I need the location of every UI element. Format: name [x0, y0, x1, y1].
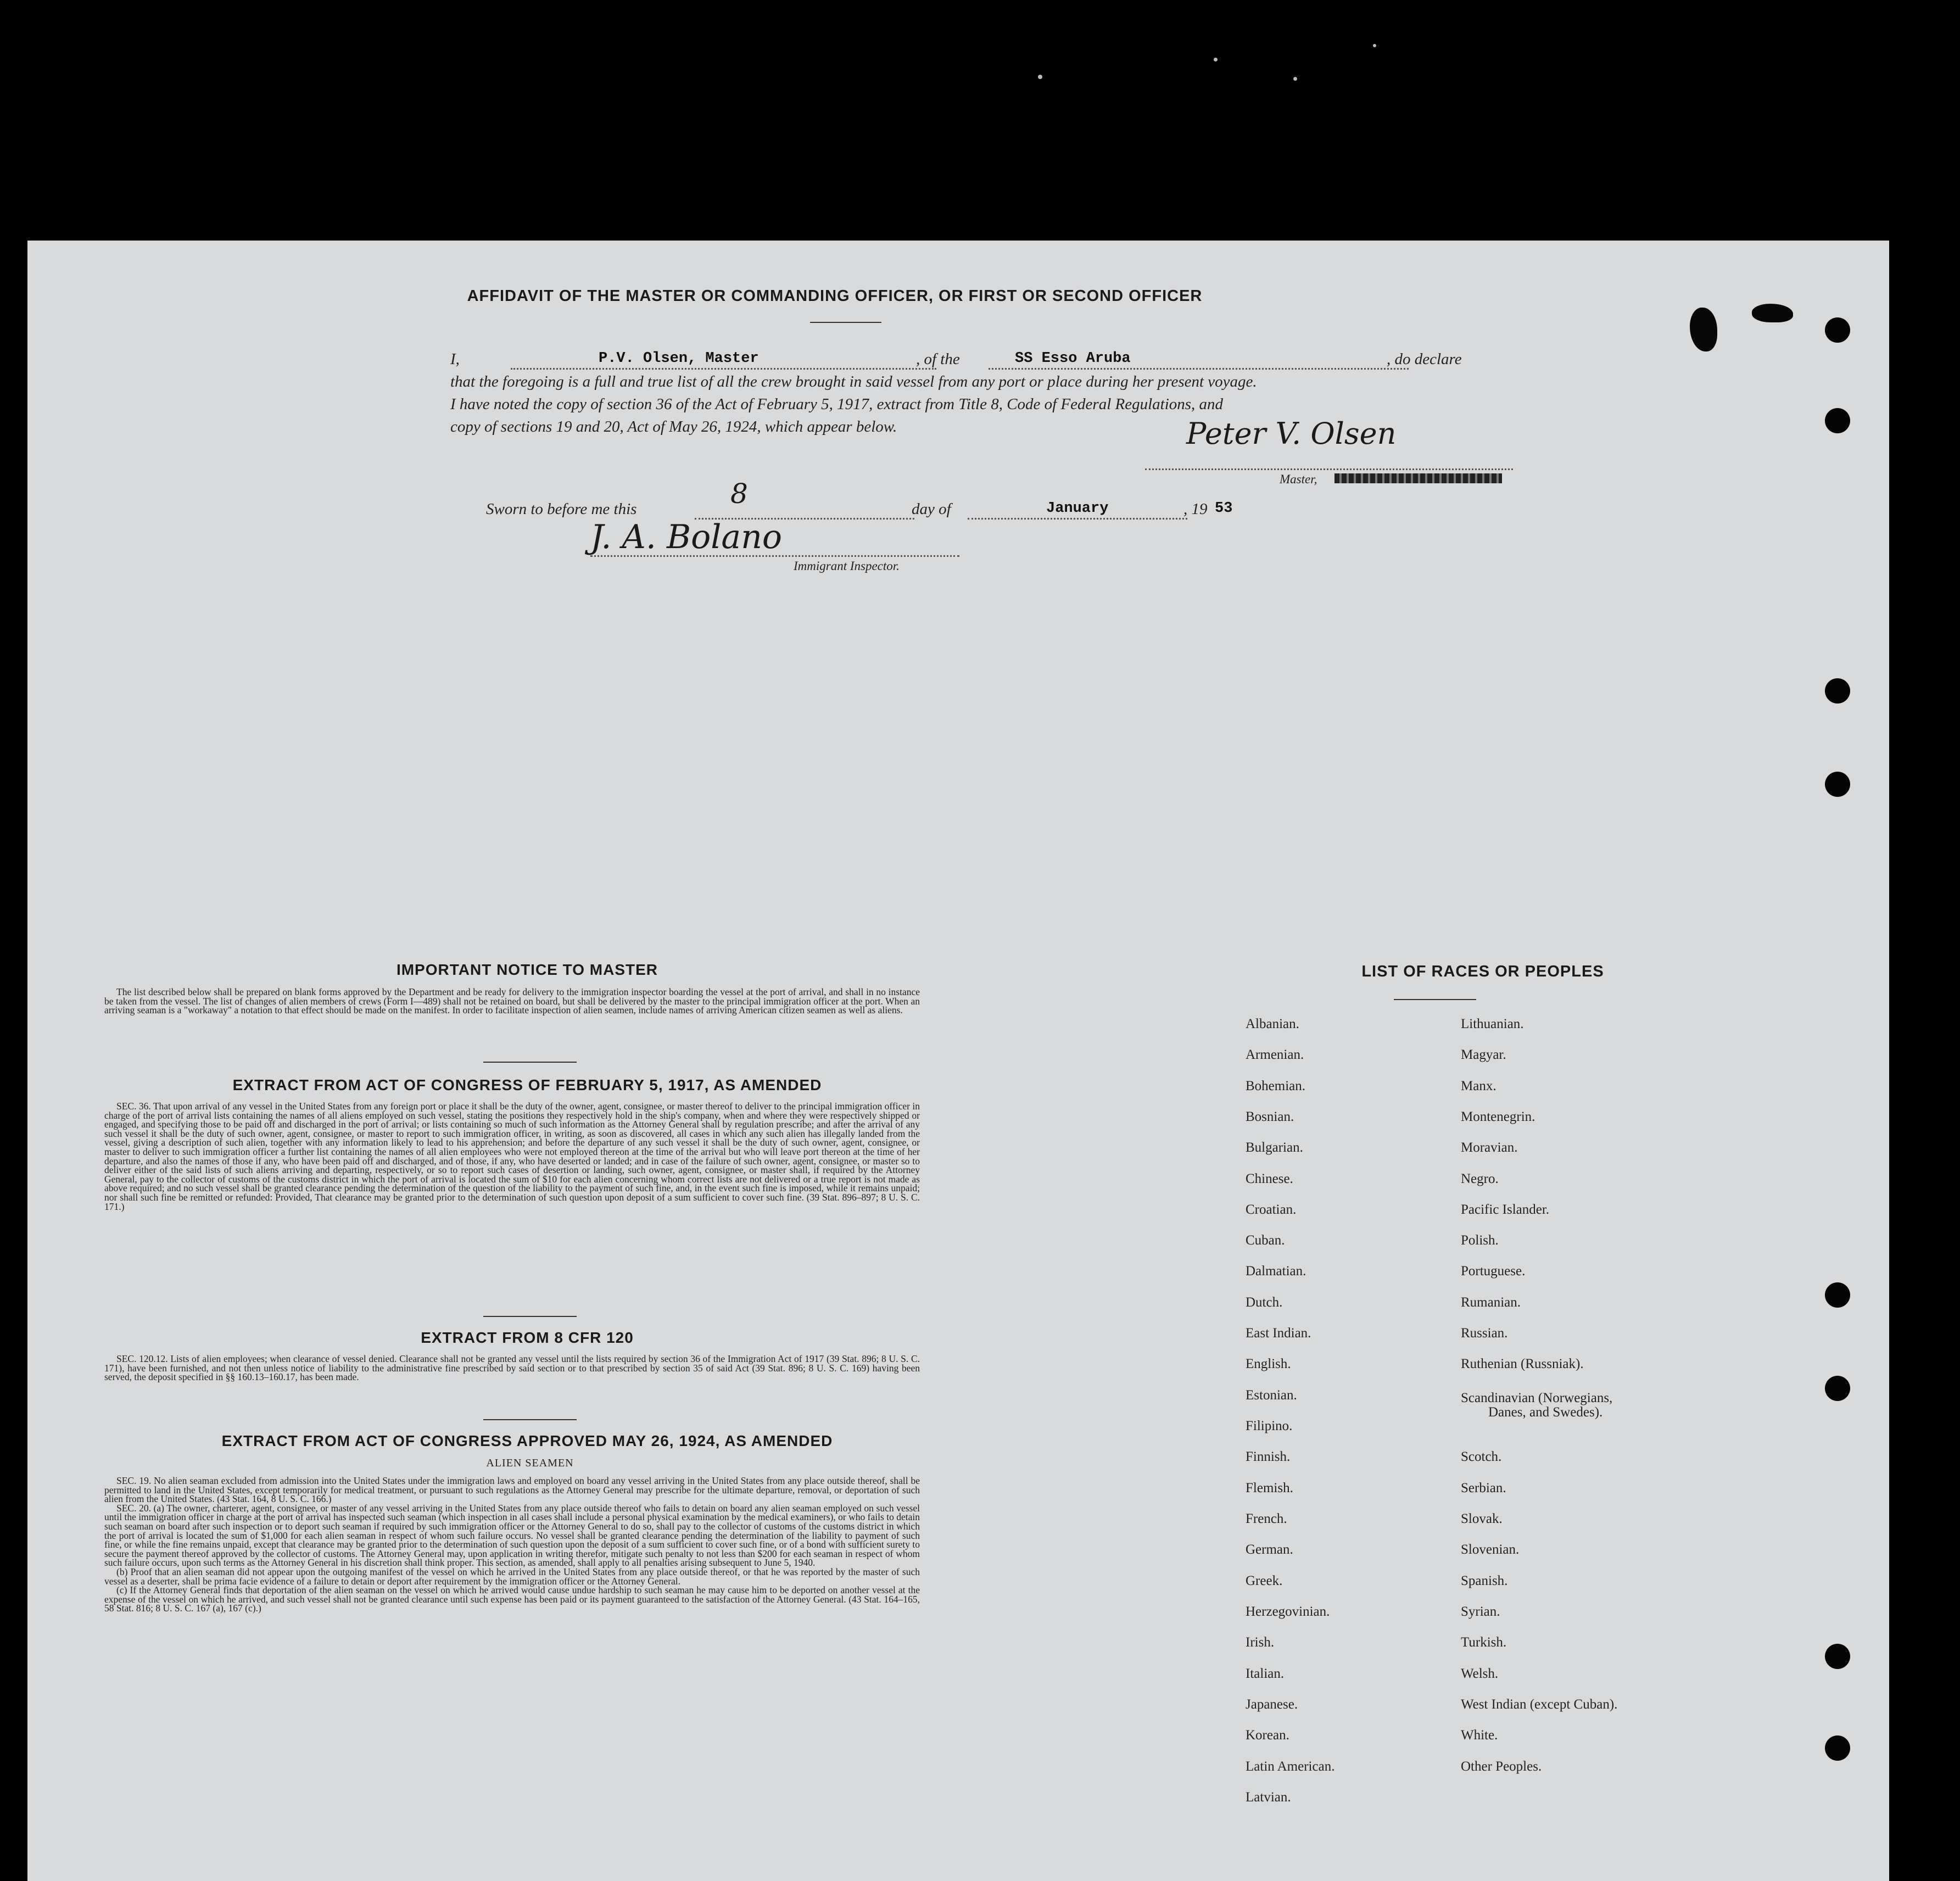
master-name: P.V. Olsen, Master	[599, 350, 759, 367]
notice-heading: IMPORTANT NOTICE TO MASTER	[396, 961, 658, 978]
race-item: Greek.	[1246, 1573, 1283, 1588]
inspector-label: Immigrant Inspector.	[794, 559, 900, 573]
vessel-line	[989, 368, 1409, 370]
race-item: Manx.	[1461, 1079, 1496, 1093]
vessel-name: SS Esso Aruba	[1015, 350, 1131, 367]
declaration-do-declare: , do declare	[1387, 350, 1462, 368]
extract-1917-text	[104, 1102, 920, 1211]
sec-20c-paragraph: (c) If the Attorney General finds that deportation of the alien seaman on the vessel on which he arrived would cause undue hardship to such seaman he may cause him to be deported on another vessel at the expense of the vessel on which he arrived, and such vessel shall not be granted clearance until such expense has been paid or its payment guaranteed to the satisfaction of the Attorney General. (43 Stat. 164–165, 58 Stat. 816; 8 U. S. C. 167 (a), 167 (c).)	[104, 1584, 920, 1614]
races-heading-rule	[1394, 999, 1476, 1000]
declaration-pronoun: I,	[450, 350, 460, 368]
declaration-of-the: , of the	[916, 350, 960, 368]
declaration-line-3: I have noted the copy of section 36 of the Act of February 5, 1917, extract from Title 8, Code of Federal Regulations, and	[450, 395, 1224, 413]
race-item: West Indian (except Cuban).	[1461, 1697, 1618, 1712]
race-item: Croatian.	[1246, 1202, 1297, 1217]
dust-speck	[1038, 75, 1042, 79]
race-item: Latin American.	[1246, 1759, 1335, 1774]
notice-text	[104, 987, 920, 1015]
race-item: Russian.	[1461, 1326, 1508, 1341]
punch-hole	[1825, 317, 1850, 343]
section-rule	[483, 1062, 577, 1063]
race-item: Italian.	[1246, 1666, 1285, 1681]
punch-hole	[1825, 1376, 1850, 1401]
extract-1924-heading: EXTRACT FROM ACT OF CONGRESS APPROVED MAY 26, 1924, AS AMENDED	[221, 1432, 833, 1449]
punch-hole	[1825, 678, 1850, 704]
race-item: Bohemian.	[1246, 1079, 1306, 1093]
sec-120-12-paragraph: SEC. 120.12. Lists of alien employees; when clearance of vessel denied. Clearance shall not be granted any vessel until the lists required by section 36 of the Immigration Act of 1917 (39 Stat. 896; 8 U. S. C. 171), have been furnished, and not then unless notice of liability to the administrative fine prescribed by said section or to that prescribed by section 35 of said Act (39 Stat. 896; 8 U. S. C. 169) having been served, the deposit specified in §§ 160.13–160.17, has been made.	[104, 1353, 920, 1383]
race-item: Flemish.	[1246, 1481, 1293, 1495]
dust-speck	[1293, 77, 1297, 81]
alien-seamen-subheading: ALIEN SEAMEN	[486, 1457, 574, 1469]
race-item: Korean.	[1246, 1728, 1289, 1743]
punch-hole	[1825, 408, 1850, 433]
race-item: English.	[1246, 1357, 1291, 1371]
sworn-year: 53	[1215, 500, 1233, 517]
master-signature-label: Master,	[1280, 472, 1317, 486]
extract-1917-heading: EXTRACT FROM ACT OF CONGRESS OF FEBRUARY 5, 1917, AS AMENDED	[232, 1076, 822, 1093]
sec-19-paragraph: SEC. 19. No alien seaman excluded from admission into the United States under the immigration laws and employed on board any vessel arriving in the United States from any place outside thereof, shall be permitted to land in the United States, except temporarily for medical treatment, or pursuant to such regulations as the Attorney General may prescribe for the ultimate departure, removal, or deportation of such alien from the United States. (43 Stat. 164, 8 U. S. C. 166.)	[104, 1475, 920, 1505]
race-item: Ruthenian (Russniak).	[1461, 1357, 1584, 1371]
race-item: Negro.	[1461, 1171, 1499, 1186]
extract-cfr-text	[104, 1354, 920, 1382]
race-item: Slovak.	[1461, 1511, 1503, 1526]
punch-hole	[1825, 1282, 1850, 1308]
race-item: Danes, and Swedes).	[1488, 1405, 1603, 1420]
race-item: German.	[1246, 1542, 1293, 1557]
sworn-month: January	[1046, 500, 1109, 517]
race-item: Estonian.	[1246, 1388, 1297, 1403]
declaration-line-2: that the foregoing is a full and true list of all the crew brought in said vessel from any port or place during her present voyage.	[450, 373, 1257, 390]
race-item: Welsh.	[1461, 1666, 1499, 1681]
sec-36-paragraph: SEC. 36. That upon arrival of any vessel in the United States from any foreign port or place it shall be the duty of the owner, agent, consignee, or master thereof to deliver to the principal immigration officer in charge of the port of arrival lists containing the names of all aliens employed on such vessel, stating the positions they respectively hold in the ship's company, when and where they were respectively shipped or engaged, and specifying those to be paid off and discharged in the port of arrival; or lists containing so much of such information as the Attorney General shall by regulation prescribe; and after the arrival of any such vessel it shall be the duty of such owner, agent, consignee, or master to report to such immigration officer, in writing, as soon as discovered, all cases in which any such alien has illegally landed from the vessel, giving a description of such alien, together with any information likely to lead to his apprehension; and before the departure of any such vessel it shall be the duty of such owner, agent, consignee, or master to deliver to such immigration officer a further list containing the names of all alien employees who were not employed thereon at the time of the arrival but who will leave port thereon at the time of her departure, and also the names of those if any, who have been paid off and discharged, and of those, if any, who have deserted or landed; and in case of the failure of such owner, agent, consignee, or master so to deliver either of the said lists of such aliens arriving and departing, respectively, or so to report such cases of desertion or landing, such owner, agent, consignee, or master shall, if required by the Attorney General, pay to the collector of customs of the customs district in which the port of arrival is located the sum of $10 for each alien concerning whom correct lists are not delivered or a true report is not made as above required; and no such vessel shall be granted clearance pending the determination of the question of the liability to the payment of such fine, and, in the event such fine is imposed, while it remains unpaid; nor shall such fine be remitted or refunded: Provided, That clearance may be granted prior to the determination of such question upon deposit of a sum sufficient to cover such fine. (39 Stat. 896–897; 8 U. S. C. 171.)	[104, 1101, 920, 1212]
race-item: Latvian.	[1246, 1790, 1291, 1805]
inspector-signature: J. A. Bolano	[590, 518, 782, 556]
race-item: Pacific Islander.	[1461, 1202, 1550, 1217]
inspector-signature-line	[590, 555, 959, 557]
dust-speck	[1373, 44, 1376, 47]
name-line	[511, 368, 936, 370]
race-item: Montenegrin.	[1461, 1109, 1535, 1124]
race-item: Other Peoples.	[1461, 1759, 1542, 1774]
race-item: Japanese.	[1246, 1697, 1298, 1712]
document-page	[27, 241, 1889, 1881]
race-item: Polish.	[1461, 1233, 1499, 1248]
race-item: Lithuanian.	[1461, 1017, 1524, 1031]
race-item: Rumanian.	[1461, 1295, 1521, 1310]
race-item: Finnish.	[1246, 1449, 1291, 1464]
race-item: Portuguese.	[1461, 1264, 1526, 1279]
race-item: Armenian.	[1246, 1047, 1304, 1062]
race-item: Syrian.	[1461, 1604, 1500, 1619]
master-signature-line	[1145, 468, 1513, 470]
race-item: Serbian.	[1461, 1481, 1506, 1495]
punch-hole	[1825, 1644, 1850, 1669]
race-item: Cuban.	[1246, 1233, 1285, 1248]
race-item: Scotch.	[1461, 1449, 1502, 1464]
race-item: Scandinavian (Norwegians,	[1461, 1391, 1613, 1405]
race-item: Herzegovinian.	[1246, 1604, 1330, 1619]
race-item: Bulgarian.	[1246, 1140, 1303, 1155]
race-item: Bosnian.	[1246, 1109, 1294, 1124]
section-rule	[483, 1316, 577, 1317]
race-item: Turkish.	[1461, 1635, 1507, 1650]
day-of-text: day of	[912, 500, 951, 518]
race-item: Chinese.	[1246, 1171, 1293, 1186]
race-item: French.	[1246, 1511, 1287, 1526]
section-rule	[483, 1419, 577, 1420]
extract-1924-text	[104, 1476, 920, 1613]
month-line	[968, 518, 1187, 520]
struck-out-title	[1334, 473, 1502, 483]
affidavit-heading: AFFIDAVIT OF THE MASTER OR COMMANDING OFFICER, OR FIRST OR SECOND OFFICER	[467, 287, 1203, 305]
ink-blot	[1690, 308, 1717, 351]
ink-blot	[1752, 304, 1793, 322]
race-item: Moravian.	[1461, 1140, 1518, 1155]
punch-hole	[1825, 1735, 1850, 1761]
punch-hole	[1825, 772, 1850, 797]
heading-rule	[810, 322, 881, 323]
notice-paragraph: The list described below shall be prepared on blank forms approved by the Department and be ready for delivery to the immigration inspector boarding the vessel at the port of arrival, and shall in no instance be taken from the vessel. The list of changes of alien members of crews (Form I—489) shall not be retained on board, but shall be delivered by the master to the principal immigration officer at the port. When an arriving seaman is a "workaway" a notation to that effect should be made on the manifest. In order to facilitate inspection of alien seamen, include names of arriving American citizen seamen as well as aliens.	[104, 986, 920, 1016]
sworn-text: Sworn to before me this	[486, 500, 637, 518]
races-heading: LIST OF RACES OR PEOPLES	[1361, 963, 1604, 980]
year-prefix: , 19	[1183, 500, 1208, 518]
race-item: East Indian.	[1246, 1326, 1311, 1341]
master-signature: Peter V. Olsen	[1186, 416, 1397, 451]
race-item: Spanish.	[1461, 1573, 1508, 1588]
race-item: Slovenian.	[1461, 1542, 1520, 1557]
race-item: Dutch.	[1246, 1295, 1283, 1310]
race-item: Filipino.	[1246, 1419, 1293, 1433]
sec-20b-paragraph: (b) Proof that an alien seaman did not appear upon the outgoing manifest of the vessel on which he arrived in the United States from any place outside thereof, or that he was reported by the master of such vessel as a deserter, shall be prima facie evidence of a failure to detain or deport after requirement by the immigration officer or the Attorney General.	[104, 1566, 920, 1587]
sec-20a-paragraph: SEC. 20. (a) The owner, charterer, agent, consignee, or master of any vessel arriving in the United States from any place outside thereof who fails to detain on board any alien seaman employed on such vessel until the immigration officer in charge at the port of arrival has inspected such seaman (which inspection in all cases shall include a personal physical examination by the medical examiners), or who fails to detain such seaman on board after such inspection or to deport such seaman if required by such immigration officer or the Attorney General to do so, shall pay to the collector of customs of the customs district in which the port of arrival is located the sum of $1,000 for each alien seaman in respect of whom such failure occurs. No vessel shall be granted clearance pending the determination of the liability to payment of such fine, or while the fine remains unpaid, except that clearance may be granted prior to the determination of such question upon the deposit of a sum sufficient to cover such fine, or of a bond with sufficient surety to secure the payment thereof approved by the collector of customs. The Attorney General may, upon application in writing therefor, mitigate such penalty to not less than $200 for each seaman in respect of whom such failure occurs, upon such terms as the Attorney General in his discretion shall think proper. This section, as amended, shall apply to all penalties arising subsequent to June 5, 1940.	[104, 1502, 920, 1569]
race-item: White.	[1461, 1728, 1498, 1743]
extract-cfr-heading: EXTRACT FROM 8 CFR 120	[421, 1329, 634, 1346]
declaration-line-4: copy of sections 19 and 20, Act of May 26, 1924, which appear below.	[450, 418, 897, 436]
race-item: Albanian.	[1246, 1017, 1299, 1031]
race-item: Irish.	[1246, 1635, 1275, 1650]
dust-speck	[1214, 58, 1218, 62]
race-item: Magyar.	[1461, 1047, 1506, 1062]
sworn-day: 8	[730, 478, 748, 510]
race-item: Dalmatian.	[1246, 1264, 1306, 1279]
